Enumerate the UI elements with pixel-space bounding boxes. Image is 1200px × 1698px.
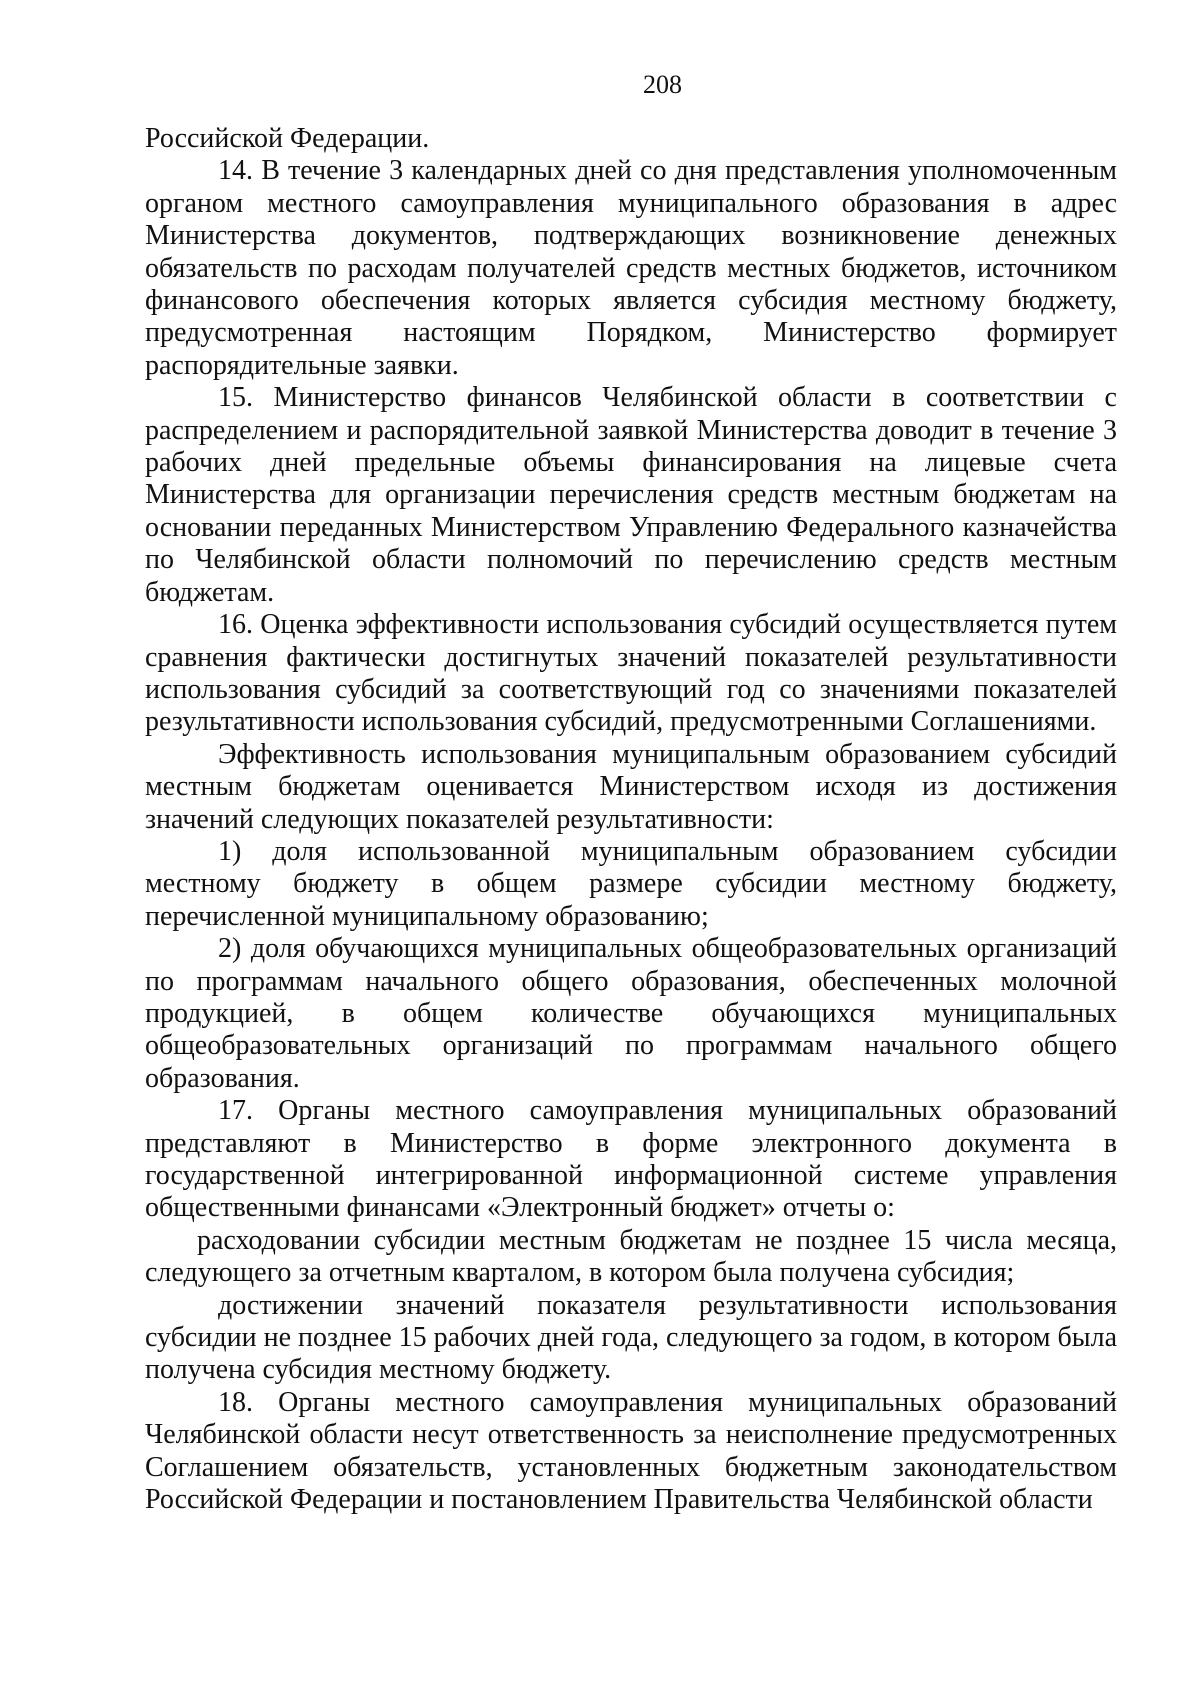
paragraph-item-15: 15. Министерство финансов Челябинской области в соответствии с распределением и распорядительной заявкой Министерства доводит в течение 3 рабочих дней предельные объемы финансирования на лицевые счета Министерства для организации перечисления средств местным бюджетам на основании переданных Министерством Управлению Федерального казначейства по Челябинской области полномочий по перечислению средств местным бюджетам. xyxy=(145,382,1117,608)
document-body xyxy=(145,123,1117,1516)
paragraph-report-expenditure: расходовании субсидии местным бюджетам не позднее 15 числа месяца, следующего за отчетным кварталом, в котором была получена субсидия; xyxy=(145,1224,1117,1289)
paragraph-effectiveness: Эффективность использования муниципальным образованием субсидий местным бюджетам оценивается Министерством исходя из достижения значений следующих показателей результативности: xyxy=(145,738,1117,835)
paragraph-report-results: достижении значений показателя результативности использования субсидии не позднее 15 рабочих дней года, следующего за годом, в котором была получена субсидия местному бюджету. xyxy=(145,1289,1117,1386)
paragraph-indicator-1: 1) доля использованной муниципальным образованием субсидии местному бюджету в общем размере субсидии местному бюджету, перечисленной муниципальному образованию; xyxy=(145,835,1117,932)
page-number: 208 xyxy=(643,70,682,99)
paragraph-item-16: 16. Оценка эффективности использования субсидий осуществляется путем сравнения фактически достигнутых значений показателей результативности использования субсидий за соответствующий год со значениями показателей результативности использования субсидий, предусмотренными Соглашениями. xyxy=(145,609,1117,738)
paragraph-indicator-2: 2) доля обучающихся муниципальных общеобразовательных организаций по программам начального общего образования, обеспеченных молочной продукцией, в общем количестве обучающихся муниципальных общеобразовательных организаций по программам начального общего образования. xyxy=(145,933,1117,1094)
paragraph-item-18: 18. Органы местного самоуправления муниципальных образований Челябинской области несут ответственность за неисполнение предусмотренных Соглашением обязательств, установленных бюджетным законодательством Российской Федерации и постановлением Правительства Челябинской области xyxy=(145,1386,1117,1516)
paragraph-item-14: 14. В течение 3 календарных дней со дня представления уполномоченным органом местного самоуправления муниципального образования в адрес Министерства документов, подтверждающих возникновение денежных обязательств по расходам получателей средств местных бюджетов, источником финансового обеспечения которых является субсидия местному бюджету, предусмотренная настоящим Порядком, Министерство формирует распорядительные заявки. xyxy=(145,155,1117,381)
paragraph-item-17: 17. Органы местного самоуправления муниципальных образований представляют в Министерство в форме электронного документа в государственной интегрированной информационной системе управления общественными финансами «Электронный бюджет» отчеты о: xyxy=(145,1095,1117,1224)
paragraph-continuation: Российской Федерации. xyxy=(145,123,430,154)
